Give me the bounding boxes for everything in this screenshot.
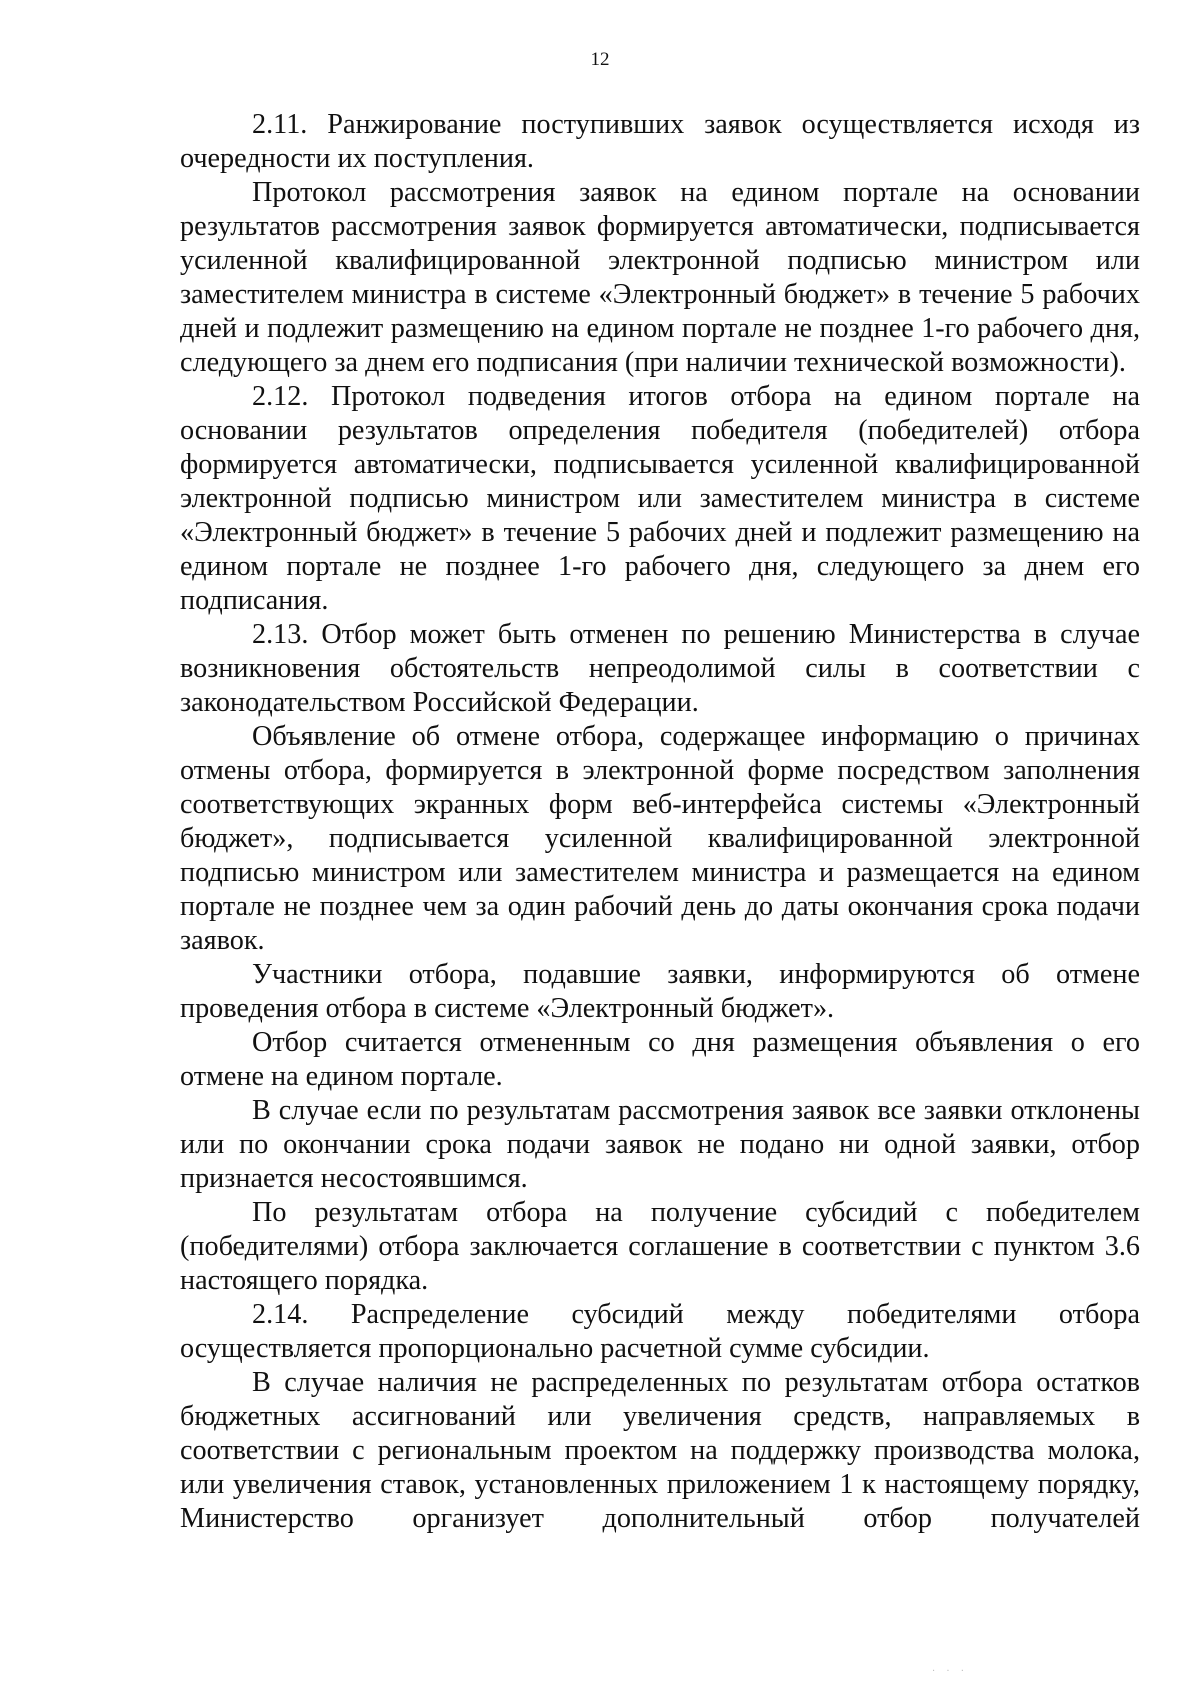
paragraph-2-13: 2.13. Отбор может быть отменен по решению Министерства в случае возникновения обстоятельств непреодолимой силы в соответствии с законодательством Российской Федерации. — [180, 619, 1140, 718]
scan-speckle: · · · — [932, 1666, 968, 1677]
paragraph-2-11: 2.11. Ранжирование поступивших заявок осуществляется исходя из очередности их поступления. — [180, 109, 1140, 174]
paragraph-2-12: 2.12. Протокол подведения итогов отбора на едином портале на основании результатов определения победителя (победителей) отбора формируется автоматически, подписывается усиленной квалифицированной электронной подписью министром или заместителем министра в системе «Электронный бюджет» в течение 5 рабочих дней и подлежит размещению на едином портале не позднее 1-го рабочего дня, следующего за днем его подписания. — [180, 381, 1140, 616]
paragraph-protocol-review: Протокол рассмотрения заявок на едином портале на основании результатов рассмотрения заявок формируется автоматически, подписывается усиленной квалифицированной электронной подписью министром или заместителем министра в системе «Электронный бюджет» в течение 5 рабочих дней и подлежит размещению на едином портале не позднее 1-го рабочего дня, следующего за днем его подписания (при наличии технической возможности). — [180, 177, 1140, 378]
paragraph-selection-failed: В случае если по результатам рассмотрения заявок все заявки отклонены или по окончании срока подачи заявок не подано ни одной заявки, отбор признается несостоявшимся. — [180, 1095, 1140, 1194]
paragraph-selection-cancelled: Отбор считается отмененным со дня размещения объявления о его отмене на едином портале. — [180, 1027, 1140, 1092]
paragraph-additional-selection: В случае наличия не распределенных по результатам отбора остатков бюджетных ассигнований или увеличения средств, направляемых в соответствии с региональным проектом на поддержку производства молока, или увеличения ставок, установленных приложением 1 к настоящему порядку, Министерство организует дополнительный отбор получателей — [180, 1367, 1140, 1534]
paragraph-participants-informed: Участники отбора, подавшие заявки, информируются об отмене проведения отбора в системе «Электронный бюджет». — [180, 959, 1140, 1024]
paragraph-agreement: По результатам отбора на получение субсидий с победителем (победителями) отбора заключается соглашение в соответствии с пунктом 3.6 настоящего порядка. — [180, 1197, 1140, 1296]
paragraph-2-14: 2.14. Распределение субсидий между победителями отбора осуществляется пропорционально расчетной сумме субсидии. — [180, 1299, 1140, 1364]
document-body — [180, 108, 1140, 1536]
page-number: 12 — [590, 49, 610, 70]
paragraph-cancel-announcement: Объявление об отмене отбора, содержащее информацию о причинах отмены отбора, формируется в электронной форме посредством заполнения соответствующих экранных форм веб-интерфейса системы «Электронный бюджет», подписывается усиленной квалифицированной электронной подписью министром или заместителем министра и размещается на едином портале не позднее чем за один рабочий день до даты окончания срока подачи заявок. — [180, 721, 1140, 956]
